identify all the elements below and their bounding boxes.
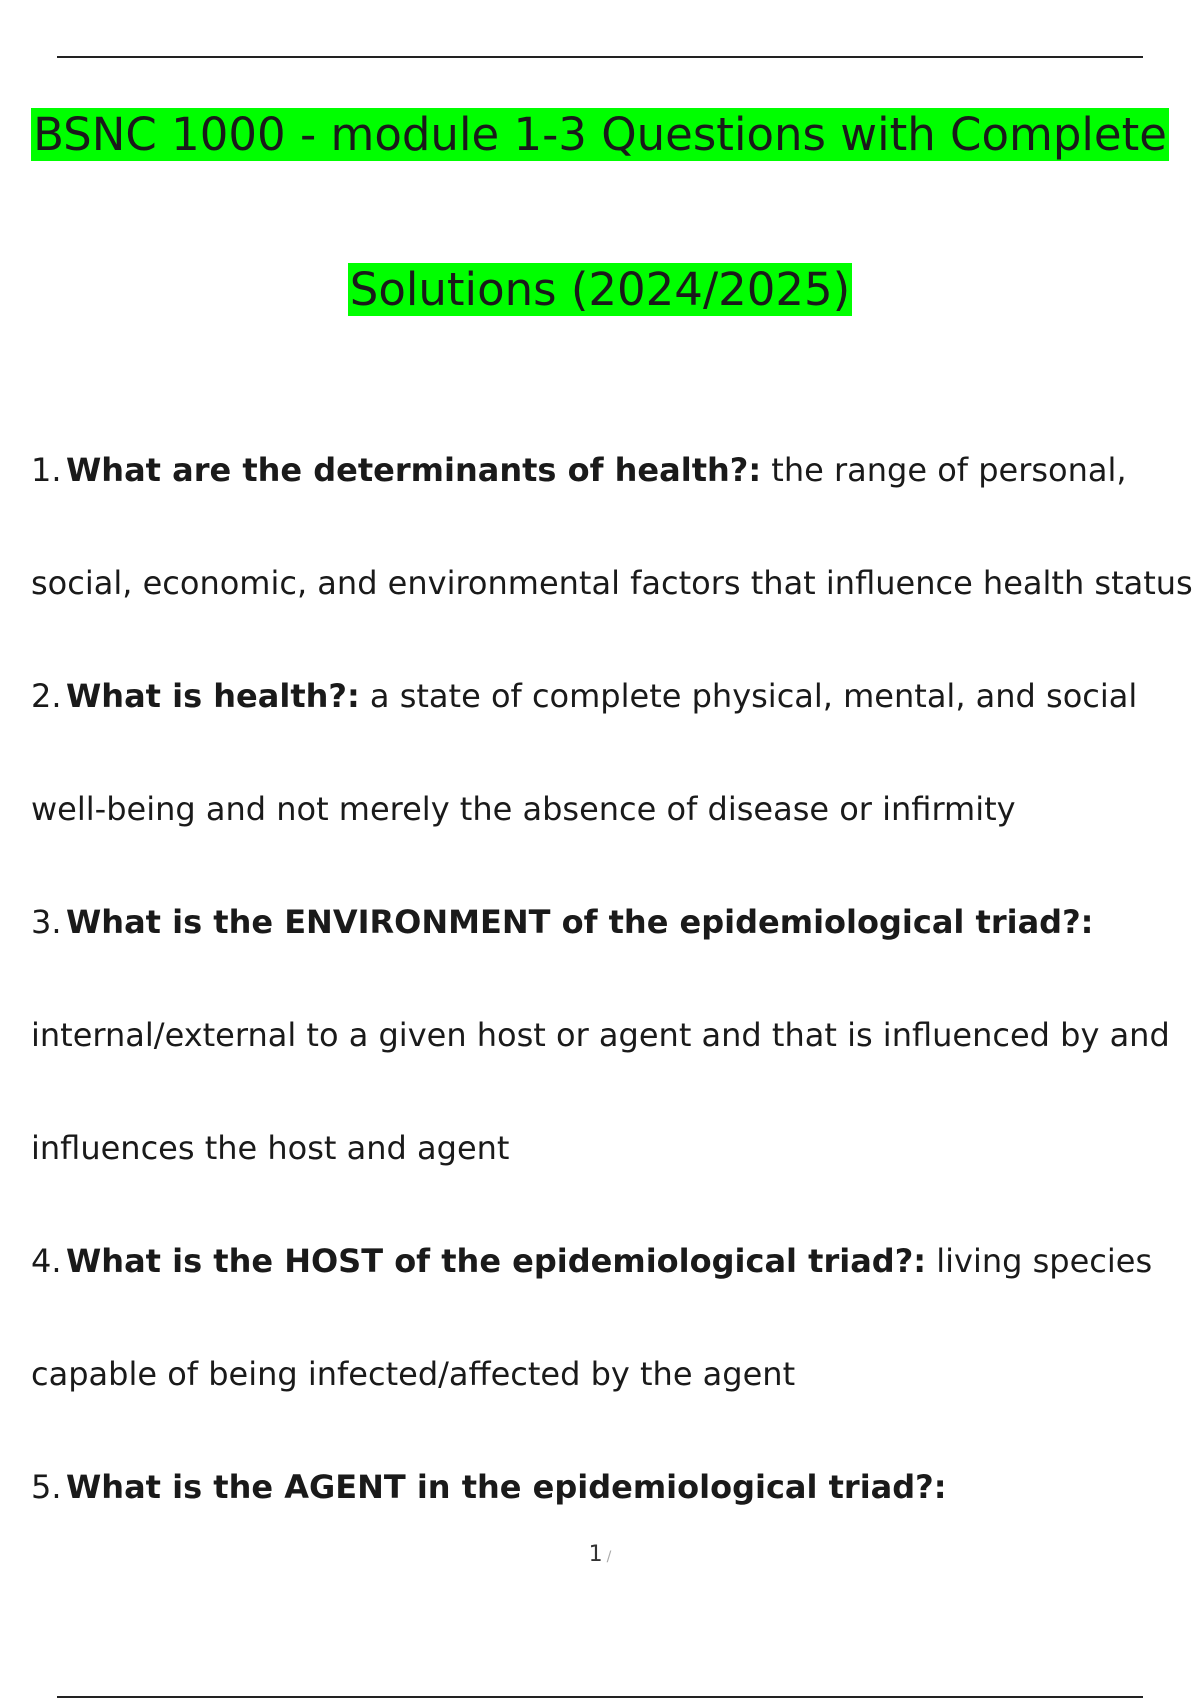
answer-1-line-2: social, economic, and environmental factors that influence health status — [31, 564, 1193, 602]
answer-3-line-1-row — [31, 1013, 1170, 1057]
answer-3-line-2-row — [31, 1126, 509, 1170]
answer-3-line-2: influences the host and agent — [31, 1129, 510, 1167]
answer-2-line-2: well-being and not merely the absence of disease or infirmity — [31, 790, 1016, 828]
question-5-line — [31, 1465, 947, 1509]
page-number-suffix: / — [606, 1549, 612, 1565]
answer-4-line-2: capable of being infected/affected by the agent — [31, 1355, 796, 1393]
question-1-number: 1. — [31, 451, 62, 489]
title-highlight-2: Solutions (2024/2025) — [349, 263, 851, 316]
question-4-text: What is the HOST of the epidemiological triad?: — [66, 1242, 927, 1280]
question-3-text: What is the ENVIRONMENT of the epidemiological triad?: — [66, 903, 1094, 941]
question-1-line — [31, 448, 1127, 492]
question-5-number: 5. — [31, 1468, 62, 1506]
answer-2-line-2-row — [31, 787, 1016, 831]
top-rule — [57, 56, 1143, 58]
bottom-rule — [57, 1696, 1143, 1698]
answer-2-line-1: a state of complete physical, mental, and social — [369, 677, 1138, 715]
question-5-text: What is the AGENT in the epidemiological triad?: — [66, 1468, 947, 1506]
title-highlight-1: BSNC 1000 - module 1-3 Questions with Complete — [33, 108, 1167, 161]
question-3-number: 3. — [31, 903, 62, 941]
question-4-line — [31, 1239, 1152, 1283]
question-2-number: 2. — [31, 677, 62, 715]
question-4-number: 4. — [31, 1242, 62, 1280]
title-line-1 — [0, 107, 1200, 162]
title-line-2 — [0, 262, 1200, 317]
answer-4-line-1: living species — [936, 1242, 1153, 1280]
answer-1-line-1: the range of personal, — [771, 451, 1127, 489]
page-number-value: 1 — [588, 1542, 603, 1567]
answer-3-line-1: internal/external to a given host or agent and that is influenced by and — [31, 1016, 1170, 1054]
question-3-line — [31, 900, 1093, 944]
answer-1-line-2-row — [31, 561, 1193, 605]
page-number — [0, 1541, 1200, 1571]
answer-4-line-2-row — [31, 1352, 795, 1396]
question-2-text: What is health?: — [66, 677, 360, 715]
question-1-text: What are the determinants of health?: — [66, 451, 762, 489]
question-2-line — [31, 674, 1137, 718]
